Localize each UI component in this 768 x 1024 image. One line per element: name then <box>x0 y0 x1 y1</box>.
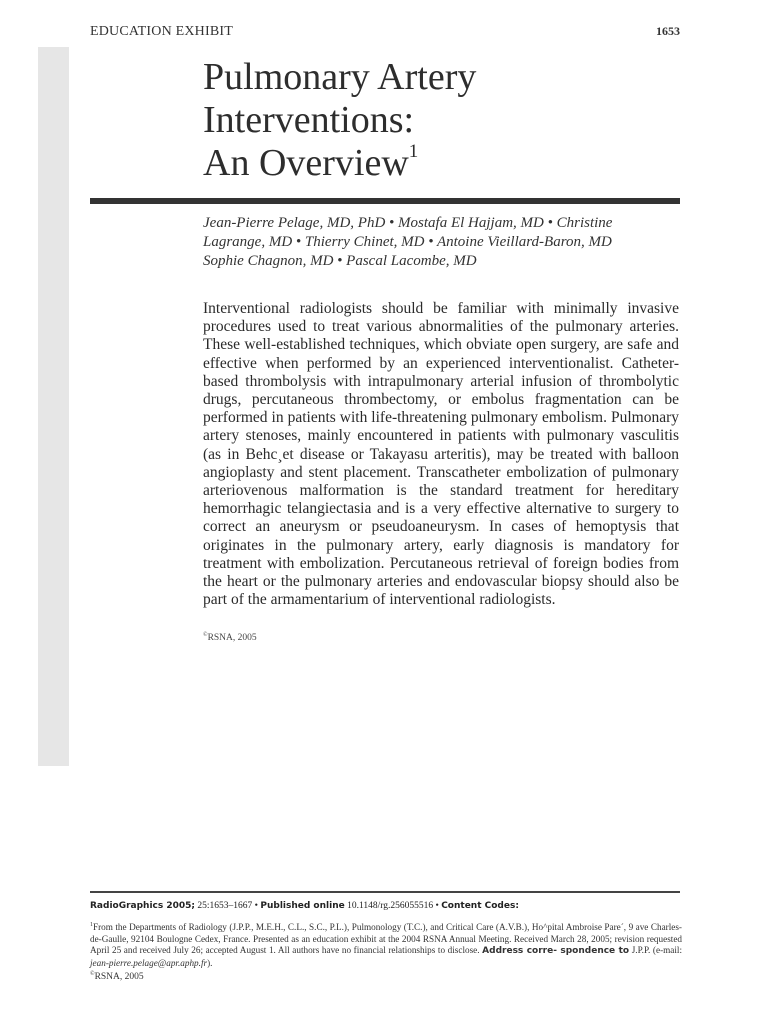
affiliation-footnote <box>90 920 682 969</box>
author-line-2: Lagrange, MD • Thierry Chinet, MD • Antoine Vieillard-Baron, MD <box>203 234 612 250</box>
title-footnote-mark: 1 <box>408 141 419 163</box>
margin-bar <box>38 47 69 766</box>
copyright-symbol: © <box>90 971 95 977</box>
author-line-3: Sophie Chagnon, MD • Pascal Lacombe, MD <box>203 253 477 269</box>
copyright-text: RSNA, 2005 <box>207 633 257 644</box>
author-line-1: Jean-Pierre Pelage, MD, PhD • Mostafa El Hajjam, MD • Christine <box>203 215 613 231</box>
title-line-2: Interventions: <box>203 99 415 141</box>
title-rule <box>90 198 680 204</box>
email-link[interactable]: jean-pierre.pelage@apr.aphp.fr <box>90 957 208 968</box>
journal-citation <box>90 901 690 911</box>
footer-rule <box>90 891 680 893</box>
footer-copyright <box>90 971 144 982</box>
title-line-3-text: An Overview <box>203 142 409 184</box>
page-number: 1653 <box>656 24 680 38</box>
abstract: Interventional radiologists should be familiar with minimally invasive procedures used to treat various abnormalities of the pulmonary arteries. These well-established techniques, which obviate open surgery, are safe and effective when performed by an experienced interventionalist. Catheter-based thrombolysis with intrapulmonary arterial infusion of thrombolytic drugs, percutaneous thrombectomy, or embolus fragmentation can be performed in patients with life-threatening pulmonary embolism. Pulmonary artery stenoses, mainly encountered in patients with pulmonary vasculitis (as in Behc¸et disease or Takayasu arteritis), may be treated with balloon angioplasty and stent placement. Transcatheter embolization of pulmonary arteriovenous malformation is the standard treatment for hereditary hemorrhagic telangiectasia and is a very effective alternative to surgery to correct an aneurysm or pseudoaneurysm. In cases of hemoptysis that originates in the pulmonary artery, early diagnosis is mandatory for treatment with embolization. Percutaneous retrieval of foreign bodies from the heart or the pulmonary arteries and endovascular biopsy should also be part of the armamentarium of interventional radiologists. <box>203 300 679 609</box>
author-list <box>203 214 681 271</box>
journal-pages: 25:1653–1667 <box>195 901 253 911</box>
abstract-copyright <box>203 632 257 643</box>
separator: • <box>252 901 261 911</box>
footnote-text: From the Departments of Radiology (J.P.P., M.E.H., C.L., S.C., P.L.), Pulmonology (T.C.), and Critical Care (A.V.B.), Ho^pital Ambroise Pare´, 9 ave Charles-de-Gaulle, 92104 Boulogne Cedex, France. Presented as an education exhibit at the 2004 RSNA Annual Meeting. Received March 28, 2005; revision requested April 25 and received July 26; accepted August 1. All authors have no financial relationships to disclose. <box>90 922 682 956</box>
copyright-text: RSNA, 2005 <box>94 972 144 983</box>
content-codes-label: Content Codes: <box>441 901 519 911</box>
title-line-3 <box>203 142 683 185</box>
journal-name: RadioGraphics 2005; <box>90 901 196 911</box>
copyright-symbol: © <box>203 632 208 638</box>
address-label: Address corre- spondence to <box>482 946 630 957</box>
doi-text: 10.1148/rg.256055516 <box>344 901 434 911</box>
title-line-1: Pulmonary Artery <box>203 56 477 98</box>
footnote-mark: 1 <box>90 922 93 928</box>
published-label: Published online <box>260 901 345 911</box>
section-label: EDUCATION EXHIBIT <box>90 24 233 39</box>
article-title <box>203 56 683 185</box>
separator: • <box>433 901 442 911</box>
address-end: ). <box>207 957 213 968</box>
address-recipient: J.P.P. (e-mail: <box>629 945 683 956</box>
